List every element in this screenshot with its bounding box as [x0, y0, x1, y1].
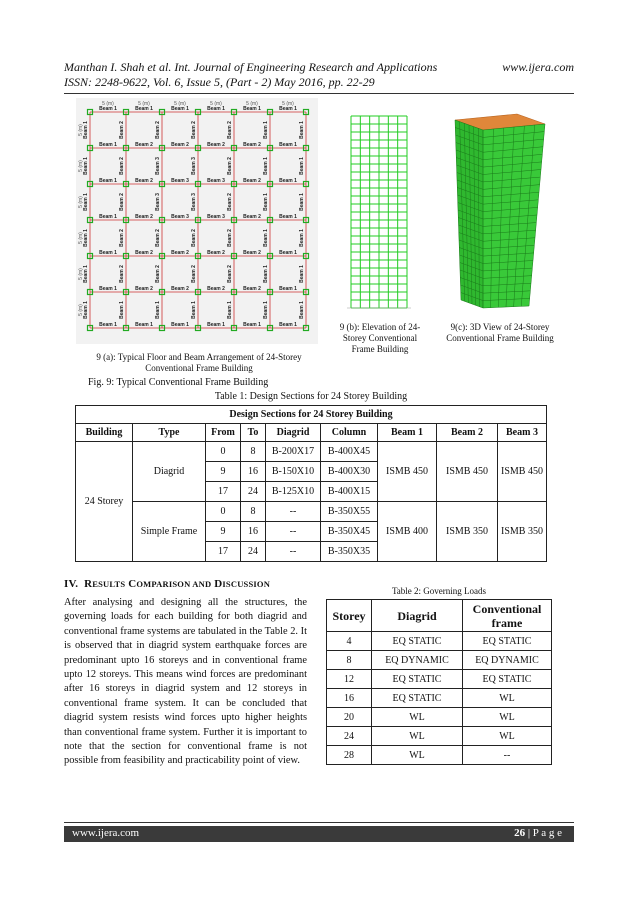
beam-label: Beam 1	[299, 157, 305, 175]
table1-header: Type	[133, 424, 206, 442]
table-cell: 20	[327, 708, 372, 727]
beam-label: Beam 3	[155, 193, 161, 211]
beam-label: Beam 1	[83, 301, 89, 319]
dimension-label: 5 (m)	[174, 101, 186, 107]
beam-label: Beam 1	[171, 106, 189, 112]
governing-loads-table	[326, 599, 552, 765]
floor-plan-figure	[76, 98, 318, 344]
beam-label: Beam 1	[263, 193, 269, 211]
table-cell: ISMB 450	[437, 442, 498, 502]
table-cell: 8	[241, 442, 266, 462]
beam-label: Beam 3	[155, 157, 161, 175]
beam-label: Beam 1	[227, 301, 233, 319]
table1-header: From	[206, 424, 241, 442]
table1-header: Beam 3	[498, 424, 547, 442]
beam-label: Beam 1	[119, 301, 125, 319]
dimension-label: 5 (m)	[78, 196, 84, 208]
header-rule	[64, 93, 574, 94]
table2-header: Diagrid	[372, 600, 463, 632]
table-cell: EQ STATIC	[372, 632, 463, 651]
caption-9a: 9 (a): Typical Floor and Beam Arrangement of 24-Storey Conventional Frame Building	[96, 352, 302, 373]
table-cell: EQ STATIC	[372, 670, 463, 689]
beam-label: Beam 3	[207, 178, 225, 184]
table-cell: ISMB 350	[498, 502, 547, 562]
table-cell: EQ DYNAMIC	[463, 651, 552, 670]
table-cell: EQ STATIC	[372, 689, 463, 708]
dimension-label: 5 (m)	[138, 101, 150, 107]
table-cell: ISMB 350	[437, 502, 498, 562]
table-cell: B-125X10	[266, 482, 321, 502]
beam-label: Beam 1	[263, 301, 269, 319]
dimension-label: 5 (m)	[78, 124, 84, 136]
beam-label: Beam 2	[227, 229, 233, 247]
footer-rule	[64, 822, 574, 823]
beam-label: Beam 2	[227, 157, 233, 175]
beam-label: Beam 1	[243, 106, 261, 112]
beam-label: Beam 1	[83, 265, 89, 283]
beam-label: Beam 1	[83, 193, 89, 211]
table-cell: 16	[241, 522, 266, 542]
beam-label: Beam 2	[191, 121, 197, 139]
header-citation: Manthan I. Shah et al. Int. Journal of Engineering Research and Applications	[64, 60, 438, 74]
beam-label: Beam 1	[299, 121, 305, 139]
table-cell: B-350X45	[321, 522, 378, 542]
table1-header: Diagrid	[266, 424, 321, 442]
beam-label: Beam 2	[207, 286, 225, 292]
dimension-label: 5 (m)	[78, 304, 84, 316]
beam-label: Beam 1	[279, 250, 297, 256]
table-cell: 8	[327, 651, 372, 670]
beam-label: Beam 1	[263, 265, 269, 283]
table-cell: B-350X35	[321, 542, 378, 562]
beam-label: Beam 1	[83, 121, 89, 139]
page-word: | P a g e	[527, 827, 562, 839]
beam-label: Beam 1	[99, 178, 117, 184]
caption-9b: 9 (b): Elevation of 24-Storey Conventional Frame Building	[339, 322, 421, 354]
elevation-figure	[343, 112, 413, 312]
beam-label: Beam 1	[99, 142, 117, 148]
page-number-value: 26	[514, 827, 526, 839]
beam-label: Beam 1	[99, 214, 117, 220]
table-row	[327, 670, 552, 689]
table-row	[327, 632, 552, 651]
type-cell: Simple Frame	[133, 502, 206, 562]
table-cell: 9	[206, 462, 241, 482]
design-sections-table	[75, 405, 547, 562]
table-cell: --	[266, 522, 321, 542]
table-cell: 28	[327, 746, 372, 765]
table1-header: Beam 1	[378, 424, 437, 442]
beam-label: Beam 1	[279, 286, 297, 292]
page-header	[64, 60, 574, 90]
beam-label: Beam 2	[243, 214, 261, 220]
beam-label: Beam 1	[299, 265, 305, 283]
elevation-frame	[347, 116, 411, 308]
beam-label: Beam 2	[135, 214, 153, 220]
section-number: IV.	[64, 578, 79, 590]
table-row	[327, 689, 552, 708]
table-cell: 17	[206, 482, 241, 502]
table-cell: 9	[206, 522, 241, 542]
table1-header: To	[241, 424, 266, 442]
beam-label: Beam 1	[83, 157, 89, 175]
table-cell: --	[266, 502, 321, 522]
section-title-part: OMPARISON AND	[136, 579, 212, 589]
3d-view-figure	[447, 108, 553, 318]
beam-label: Beam 2	[119, 121, 125, 139]
header-issn: ISSN: 2248-9622, Vol. 6, Issue 5, (Part - 2) May 2016, pp. 22-29	[64, 75, 375, 89]
table-cell: ISMB 400	[378, 502, 437, 562]
table-row	[327, 746, 552, 765]
section-title-part: D	[214, 578, 223, 590]
section-title-part: ISCUSSION	[222, 579, 271, 589]
section-title-part: C	[128, 578, 137, 590]
table-cell: 0	[206, 442, 241, 462]
table-cell: 4	[327, 632, 372, 651]
table-cell: 8	[241, 502, 266, 522]
beam-label: Beam 2	[243, 250, 261, 256]
table-cell: B-150X10	[266, 462, 321, 482]
beam-label: Beam 1	[243, 322, 261, 328]
beam-label: Beam 2	[155, 265, 161, 283]
table-cell: EQ DYNAMIC	[372, 651, 463, 670]
dimension-label: 5 (m)	[78, 160, 84, 172]
beam-label: Beam 1	[135, 106, 153, 112]
beam-label: Beam 1	[279, 178, 297, 184]
type-cell: Diagrid	[133, 442, 206, 502]
table-cell: B-350X55	[321, 502, 378, 522]
beam-label: Beam 1	[279, 142, 297, 148]
beam-label: Beam 1	[279, 106, 297, 112]
dimension-label: 5 (m)	[282, 101, 294, 107]
table-cell: B-400X45	[321, 442, 378, 462]
beam-label: Beam 2	[207, 250, 225, 256]
beam-label: Beam 1	[135, 322, 153, 328]
beam-label: Beam 1	[99, 106, 117, 112]
footer-website: www.ijera.com	[72, 827, 140, 839]
beam-label: Beam 2	[227, 193, 233, 211]
beam-label: Beam 3	[207, 214, 225, 220]
beam-label: Beam 2	[119, 229, 125, 247]
dimension-label: 5 (m)	[246, 101, 258, 107]
beam-label: Beam 1	[279, 214, 297, 220]
table-row	[327, 651, 552, 670]
building-cell: 24 Storey	[76, 442, 133, 562]
beam-label: Beam 2	[207, 142, 225, 148]
beam-label: Beam 2	[171, 142, 189, 148]
table-cell: 17	[206, 542, 241, 562]
beam-label: Beam 1	[83, 229, 89, 247]
table1-caption: Table 1: Design Sections for 24 Storey Building	[214, 391, 408, 402]
beam-label: Beam 2	[155, 229, 161, 247]
table2-header: Storey	[327, 600, 372, 632]
section-title-part: R	[84, 578, 93, 590]
beam-label: Beam 1	[207, 322, 225, 328]
beam-label: Beam 2	[135, 250, 153, 256]
beam-label: Beam 2	[135, 286, 153, 292]
beam-label: Beam 1	[207, 106, 225, 112]
beam-label: Beam 2	[191, 229, 197, 247]
table2-caption: Table 2: Governing Loads	[391, 586, 487, 596]
beam-label: Beam 1	[263, 121, 269, 139]
table-cell: WL	[463, 689, 552, 708]
table-cell: EQ STATIC	[463, 670, 552, 689]
beam-label: Beam 3	[171, 214, 189, 220]
table-cell: B-200X17	[266, 442, 321, 462]
beam-label: Beam 1	[99, 322, 117, 328]
table-cell: ISMB 450	[498, 442, 547, 502]
table-cell: 24	[241, 482, 266, 502]
page-footer	[64, 826, 574, 842]
beam-label: Beam 1	[191, 301, 197, 319]
beam-label: Beam 2	[135, 178, 153, 184]
table1-header: Beam 2	[437, 424, 498, 442]
table-cell: --	[266, 542, 321, 562]
beam-label: Beam 3	[191, 193, 197, 211]
dimension-label: 5 (m)	[210, 101, 222, 107]
beam-label: Beam 1	[171, 322, 189, 328]
table-cell: B-400X15	[321, 482, 378, 502]
table-cell: EQ STATIC	[463, 632, 552, 651]
table-cell: --	[463, 746, 552, 765]
table-cell: 16	[327, 689, 372, 708]
beam-label: Beam 1	[279, 322, 297, 328]
results-paragraph: After analysing and designing all the structures, the governing loads for each building for both diagrid and conventional frame systems are tabulated in the Table 2. It is observed that in diagrid system earthquake forces are predominant upto 16 storeys and in conventional frame upto 12 storeys. This means wind forces are predominant after 16 storeys in diagrid system and 12 storeys in conventional frame system. It can be concluded that diagrid system resists wind forces upto higher heights than conventional frame system. Further it is important to note that the section for conventional frame is not possible from feasibility and practicability point of view.	[64, 597, 307, 767]
beam-label: Beam 1	[299, 229, 305, 247]
beam-label: Beam 1	[155, 301, 161, 319]
table-cell: WL	[372, 727, 463, 746]
beam-label: Beam 2	[191, 265, 197, 283]
table-row	[327, 727, 552, 746]
beam-label: Beam 2	[227, 265, 233, 283]
beam-label: Beam 1	[263, 229, 269, 247]
table-row	[327, 708, 552, 727]
beam-label: Beam 3	[171, 178, 189, 184]
table2-header: Conventional frame	[463, 600, 552, 632]
beam-label: Beam 1	[99, 250, 117, 256]
table1-header: Building	[76, 424, 133, 442]
dimension-label: 5 (m)	[78, 268, 84, 280]
section-heading	[64, 578, 270, 590]
header-website: www.ijera.com	[502, 60, 574, 74]
table-cell: 16	[241, 462, 266, 482]
beam-label: Beam 1	[99, 286, 117, 292]
beam-label: Beam 3	[191, 157, 197, 175]
beam-label: Beam 2	[119, 265, 125, 283]
beam-label: Beam 1	[263, 157, 269, 175]
page-number	[514, 827, 562, 839]
beam-label: Beam 2	[155, 121, 161, 139]
dimension-label: 5 (m)	[78, 232, 84, 244]
section-title-part: ESULTS	[92, 579, 126, 589]
caption-9c: 9(c): 3D View of 24-Storey Conventional Frame Building	[446, 322, 554, 343]
table-cell: WL	[463, 727, 552, 746]
table-cell: WL	[372, 746, 463, 765]
table1-header: Column	[321, 424, 378, 442]
table-row	[76, 442, 547, 462]
dimension-label: 5 (m)	[102, 101, 114, 107]
beam-label: Beam 2	[243, 178, 261, 184]
beam-label: Beam 2	[227, 121, 233, 139]
beam-label: Beam 2	[119, 193, 125, 211]
beam-label: Beam 2	[243, 142, 261, 148]
figure-caption: Fig. 9: Typical Conventional Frame Building	[88, 377, 269, 388]
table-cell: ISMB 450	[378, 442, 437, 502]
beam-label: Beam 1	[299, 193, 305, 211]
table-cell: B-400X30	[321, 462, 378, 482]
table-cell: WL	[372, 708, 463, 727]
table-cell: 12	[327, 670, 372, 689]
table1-title: Design Sections for 24 Storey Building	[76, 406, 547, 424]
beam-label: Beam 2	[119, 157, 125, 175]
beam-label: Beam 2	[171, 250, 189, 256]
table-cell: WL	[463, 708, 552, 727]
table-cell: 24	[241, 542, 266, 562]
table-cell: 24	[327, 727, 372, 746]
beam-label: Beam 1	[299, 301, 305, 319]
beam-label: Beam 2	[135, 142, 153, 148]
beam-label: Beam 2	[243, 286, 261, 292]
table-row	[76, 502, 547, 522]
table-cell: 0	[206, 502, 241, 522]
beam-label: Beam 2	[171, 286, 189, 292]
